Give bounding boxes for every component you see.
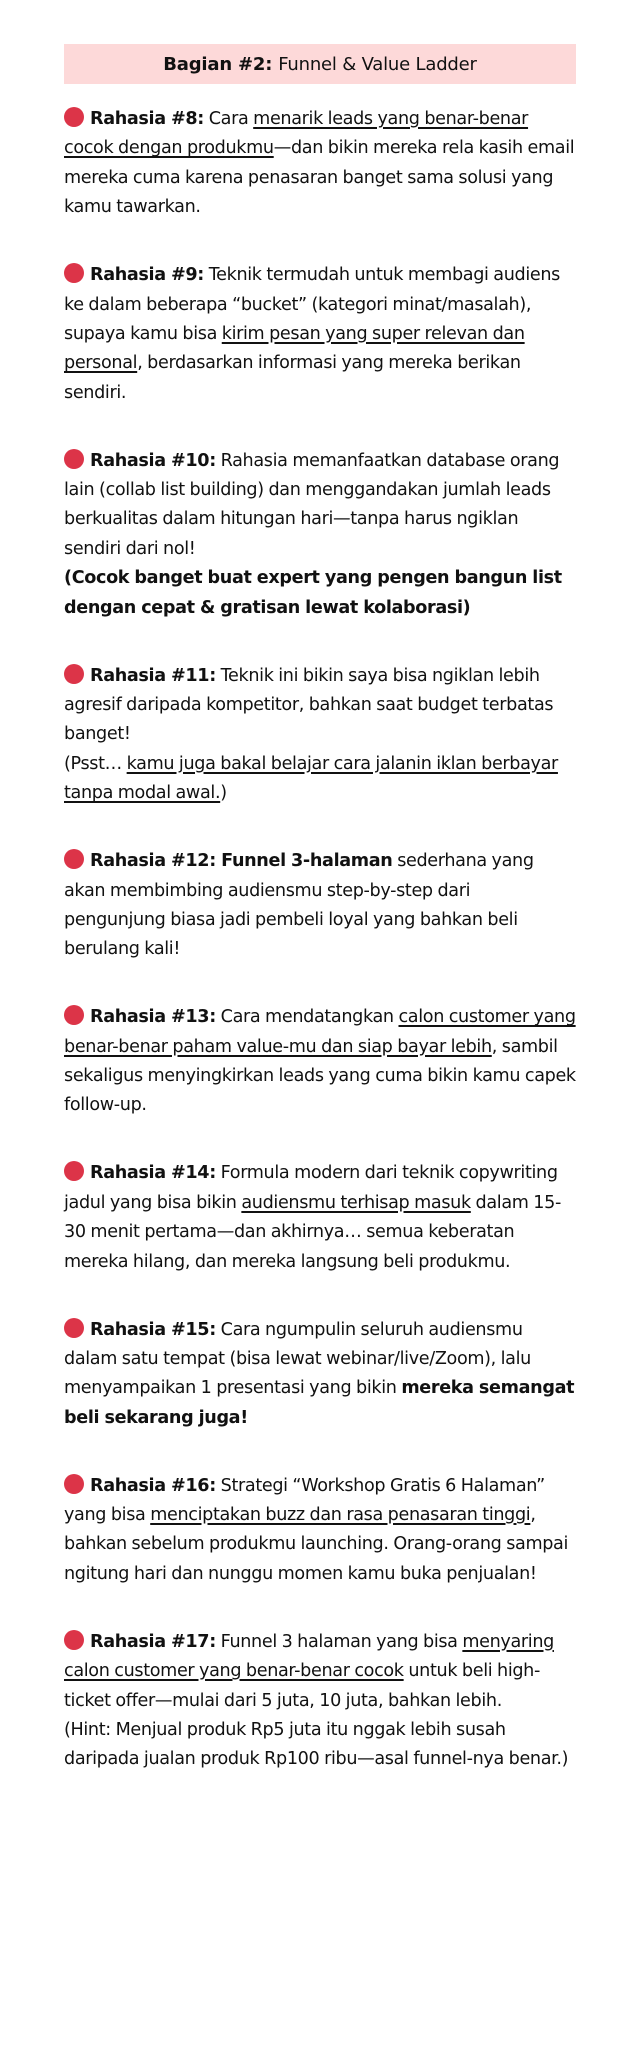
- secret-label: Rahasia #10:: [90, 450, 216, 471]
- section-header: [64, 44, 576, 84]
- underlined-text: kamu juga bakal belajar cara jalanin iklan berbayar tanpa modal awal.: [64, 753, 558, 804]
- text-segment: Funnel 3 halaman yang bisa: [215, 1631, 463, 1652]
- secret-label: Rahasia #17:: [90, 1631, 216, 1652]
- secret-description: [64, 265, 560, 403]
- text-segment: Rahasia memanfaatkan database orang lain (collab list building) dan menggandakan jumlah leads berkualitas dalam hitungan hari—tanpa harus ngiklan sendiri dari nol!: [64, 450, 560, 559]
- section-header-label: Bagian #2:: [163, 53, 273, 75]
- secret-label: Rahasia #8:: [90, 109, 204, 129]
- red-circle-bullet-icon: [64, 1630, 84, 1650]
- red-circle-bullet-icon: [64, 263, 84, 283]
- underlined-text: kirim pesan yang super relevan dan personal: [64, 323, 525, 374]
- secret-item-rahasia-15: [64, 1316, 576, 1434]
- secret-item-rahasia-17: [64, 1628, 576, 1775]
- underlined-text: menarik leads yang benar-benar cocok dengan produkmu: [64, 109, 529, 159]
- text-segment: Formula modern dari teknik copywriting jadul yang bisa bikin: [64, 1163, 558, 1213]
- bold-text: mereka semangat beli sekarang juga!: [64, 1378, 575, 1428]
- secret-item-rahasia-13: [64, 1003, 576, 1121]
- text-segment: , bahkan sebelum produkmu launching. Orang-orang sampai ngitung hari dan nunggu momen kamu buka penjualan!: [64, 1505, 569, 1584]
- underlined-text: menciptakan buzz dan rasa penasaran tinggi: [150, 1505, 531, 1526]
- underlined-text: menyaring calon customer yang benar-benar cocok: [64, 1631, 554, 1682]
- red-circle-bullet-icon: [64, 107, 84, 127]
- red-circle-bullet-icon: [64, 664, 84, 684]
- secret-label: Rahasia #9:: [90, 265, 204, 286]
- bold-text: Funnel 3-halaman: [215, 851, 393, 872]
- section-header-title: Funnel & Value Ladder: [278, 53, 477, 75]
- secret-label: Rahasia #15:: [90, 1319, 216, 1340]
- secret-item-rahasia-8: [64, 105, 576, 223]
- text-segment: , berdasarkan informasi yang mereka berikan sendiri.: [64, 353, 521, 403]
- text-segment: ): [220, 783, 227, 804]
- text-segment: Teknik termudah untuk membagi audiens ke dalam beberapa “bucket” (kategori minat/masalah), supaya kamu bisa: [64, 265, 560, 344]
- text-segment: (Psst…: [64, 753, 127, 774]
- secret-label: Rahasia #12:: [90, 851, 216, 872]
- secret-item-rahasia-16: [64, 1472, 576, 1590]
- text-segment: dalam 15-30 menit pertama—dan akhirnya… semua keberatan mereka hilang, dan mereka langsung beli produkmu.: [64, 1192, 561, 1272]
- bold-text: (Cocok banget buat expert yang pengen bangun list dengan cepat & gratisan lewat kolaborasi): [64, 568, 562, 618]
- text-segment: (Hint: Menjual produk Rp5 juta itu nggak lebih susah daripada jualan produk Rp100 ribu—asal funnel-nya benar.): [64, 1719, 569, 1770]
- underlined-text: calon customer yang benar-benar paham value-mu dan siap bayar lebih: [64, 1007, 576, 1057]
- text-segment: Cara ngumpulin seluruh audiensmu dalam satu tempat (bisa lewat webinar/live/Zoom), lalu menyampaikan 1 presentasi yang bikin: [64, 1319, 531, 1399]
- secret-label: Rahasia #13:: [90, 1007, 216, 1028]
- secret-label: Rahasia #11:: [90, 665, 216, 686]
- secret-list: [64, 105, 576, 1775]
- secret-item-rahasia-11: [64, 662, 576, 809]
- text-segment: —dan bikin mereka rela kasih email mereka cuma karena penasaran banget sama solusi yang kamu tawarkan.: [64, 138, 575, 218]
- red-circle-bullet-icon: [64, 449, 84, 469]
- red-circle-bullet-icon: [64, 1161, 84, 1181]
- red-circle-bullet-icon: [64, 849, 84, 869]
- secret-description: [64, 1632, 568, 1770]
- red-circle-bullet-icon: [64, 1474, 84, 1494]
- secret-item-rahasia-9: [64, 261, 576, 408]
- text-segment: Strategi “Workshop Gratis 6 Halaman” yang bisa: [64, 1475, 545, 1526]
- text-segment: Cara mendatangkan: [215, 1007, 399, 1028]
- secret-description: [64, 666, 558, 804]
- secret-label: Rahasia #16:: [90, 1475, 216, 1496]
- secret-label: Rahasia #14:: [90, 1163, 216, 1184]
- underlined-text: audiensmu terhisap masuk: [241, 1192, 471, 1213]
- text-segment: Cara: [204, 109, 254, 129]
- text-segment: Teknik ini bikin saya bisa ngiklan lebih agresif daripada kompetitor, bahkan saat budget terbatas banget!: [64, 665, 554, 745]
- red-circle-bullet-icon: [64, 1005, 84, 1025]
- text-segment: , sambil sekaligus menyingkirkan leads yang cuma bikin kamu capek follow-up.: [64, 1036, 576, 1116]
- text-segment: sederhana yang akan membimbing audiensmu step-by-step dari pengunjung biasa jadi pembeli loyal yang bahkan beli berulang kali!: [64, 851, 534, 960]
- secret-item-rahasia-12: [64, 847, 576, 965]
- secret-item-rahasia-10: [64, 447, 576, 623]
- red-circle-bullet-icon: [64, 1318, 84, 1338]
- content-column: [64, 44, 576, 1813]
- text-segment: untuk beli high-ticket offer—mulai dari 5 juta, 10 juta, bahkan lebih.: [64, 1661, 540, 1711]
- secret-item-rahasia-14: [64, 1159, 576, 1277]
- secret-description: [64, 451, 562, 618]
